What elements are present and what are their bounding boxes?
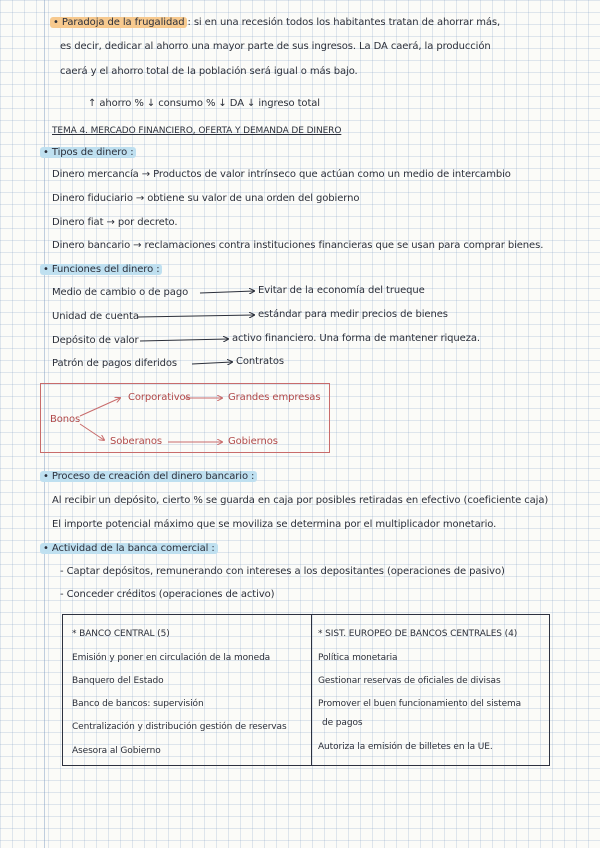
sebc-header: * SIST. EUROPEO DE BANCOS CENTRALES (4): [318, 629, 518, 639]
funciones-heading-text: • Funciones del dinero :: [40, 264, 162, 275]
tipos-item-4: Dinero bancario → reclamaciones contra instituciones financieras que se usan para comprar bienes.: [52, 240, 544, 251]
arrow-funcion-1: [200, 291, 254, 293]
arrow-bonos-down: [80, 424, 104, 440]
sebc-item-4: Autoriza la emisión de billetes en la UE.: [318, 742, 493, 752]
arrow-funcion-2: [138, 315, 254, 317]
bonos-gobiernos: Gobiernos: [228, 436, 278, 447]
banco-central-item-4: Centralización y distribución gestión de reservas: [72, 722, 287, 732]
banco-central-header: * BANCO CENTRAL (5): [72, 629, 170, 639]
bonos-label: Bonos: [50, 414, 81, 425]
paradox-line-1-text: : si en una recesión todos los habitantes tratan de ahorrar más,: [187, 17, 501, 28]
arrow-funcion-3: [140, 339, 228, 341]
funcion-4-right: Contratos: [236, 356, 284, 367]
funcion-2-left: Unidad de cuenta: [52, 311, 139, 322]
actividad-item-2: - Conceder créditos (operaciones de activo): [60, 589, 275, 600]
proceso-line-2: El importe potencial máximo que se moviliza se determina por el multiplicador monetario.: [52, 519, 497, 530]
arrow-funcion-4: [192, 362, 232, 364]
funcion-2-right: estándar para medir precios de bienes: [258, 309, 448, 320]
funcion-4-left: Patrón de pagos diferidos: [52, 358, 178, 369]
proceso-heading-text: • Proceso de creación del dinero bancario :: [40, 471, 257, 482]
banco-central-item-5: Asesora al Gobierno: [72, 746, 161, 756]
banco-central-item-2: Banquero del Estado: [72, 676, 164, 686]
tipos-heading-text: • Tipos de dinero :: [40, 147, 136, 158]
funcion-3-right: activo financiero. Una forma de mantener riqueza.: [232, 333, 480, 344]
funcion-3-left: Depósito de valor: [52, 335, 139, 346]
tipos-item-1: Dinero mercancía → Productos de valor intrínseco que actúan como un medio de intercambio: [52, 169, 511, 180]
banco-central-item-3: Banco de bancos: supervisión: [72, 699, 204, 709]
funcion-1-left: Medio de cambio o de pago: [52, 287, 189, 298]
sebc-item-3b: de pagos: [322, 718, 363, 728]
sebc-item-3: Promover el buen funcionamiento del sistema: [318, 699, 522, 709]
proceso-line-1: Al recibir un depósito, cierto % se guarda en caja por posibles retiradas en efectivo (coeficiente caja): [52, 495, 549, 506]
funcion-1-right: Evitar de la economía del trueque: [258, 285, 425, 296]
sebc-item-1: Política monetaria: [318, 653, 398, 663]
paradox-line-3: caerá y el ahorro total de la población será igual o más bajo.: [60, 66, 358, 77]
tipos-item-2: Dinero fiduciario → obtiene su valor de una orden del gobierno: [52, 193, 360, 204]
paradox-label: • Paradoja de la frugalidad: [50, 17, 187, 28]
bonos-corporativos: Corporativos: [128, 392, 191, 403]
bonos-soberanos: Soberanos: [110, 436, 162, 447]
banco-central-item-1: Emisión y poner en circulación de la moneda: [72, 653, 271, 663]
actividad-item-1: - Captar depósitos, remunerando con intereses a los depositantes (operaciones de pasivo): [60, 566, 505, 577]
arrow-bonos-up: [80, 398, 120, 416]
tema-title: TEMA 4. MERCADO FINANCIERO, OFERTA Y DEMANDA DE DINERO: [52, 126, 342, 136]
bonos-grandes-empresas: Grandes empresas: [228, 392, 321, 403]
actividad-heading-text: • Actividad de la banca comercial :: [40, 543, 218, 554]
paradox-summary: ↑ ahorro % ↓ consumo % ↓ DA ↓ ingreso total: [88, 98, 320, 109]
tipos-item-3: Dinero fiat → por decreto.: [52, 217, 178, 228]
paradox-line-2: es decir, dedicar al ahorro una mayor parte de sus ingresos. La DA caerá, la producción: [60, 41, 491, 52]
sebc-item-2: Gestionar reservas de oficiales de divisas: [318, 676, 501, 686]
